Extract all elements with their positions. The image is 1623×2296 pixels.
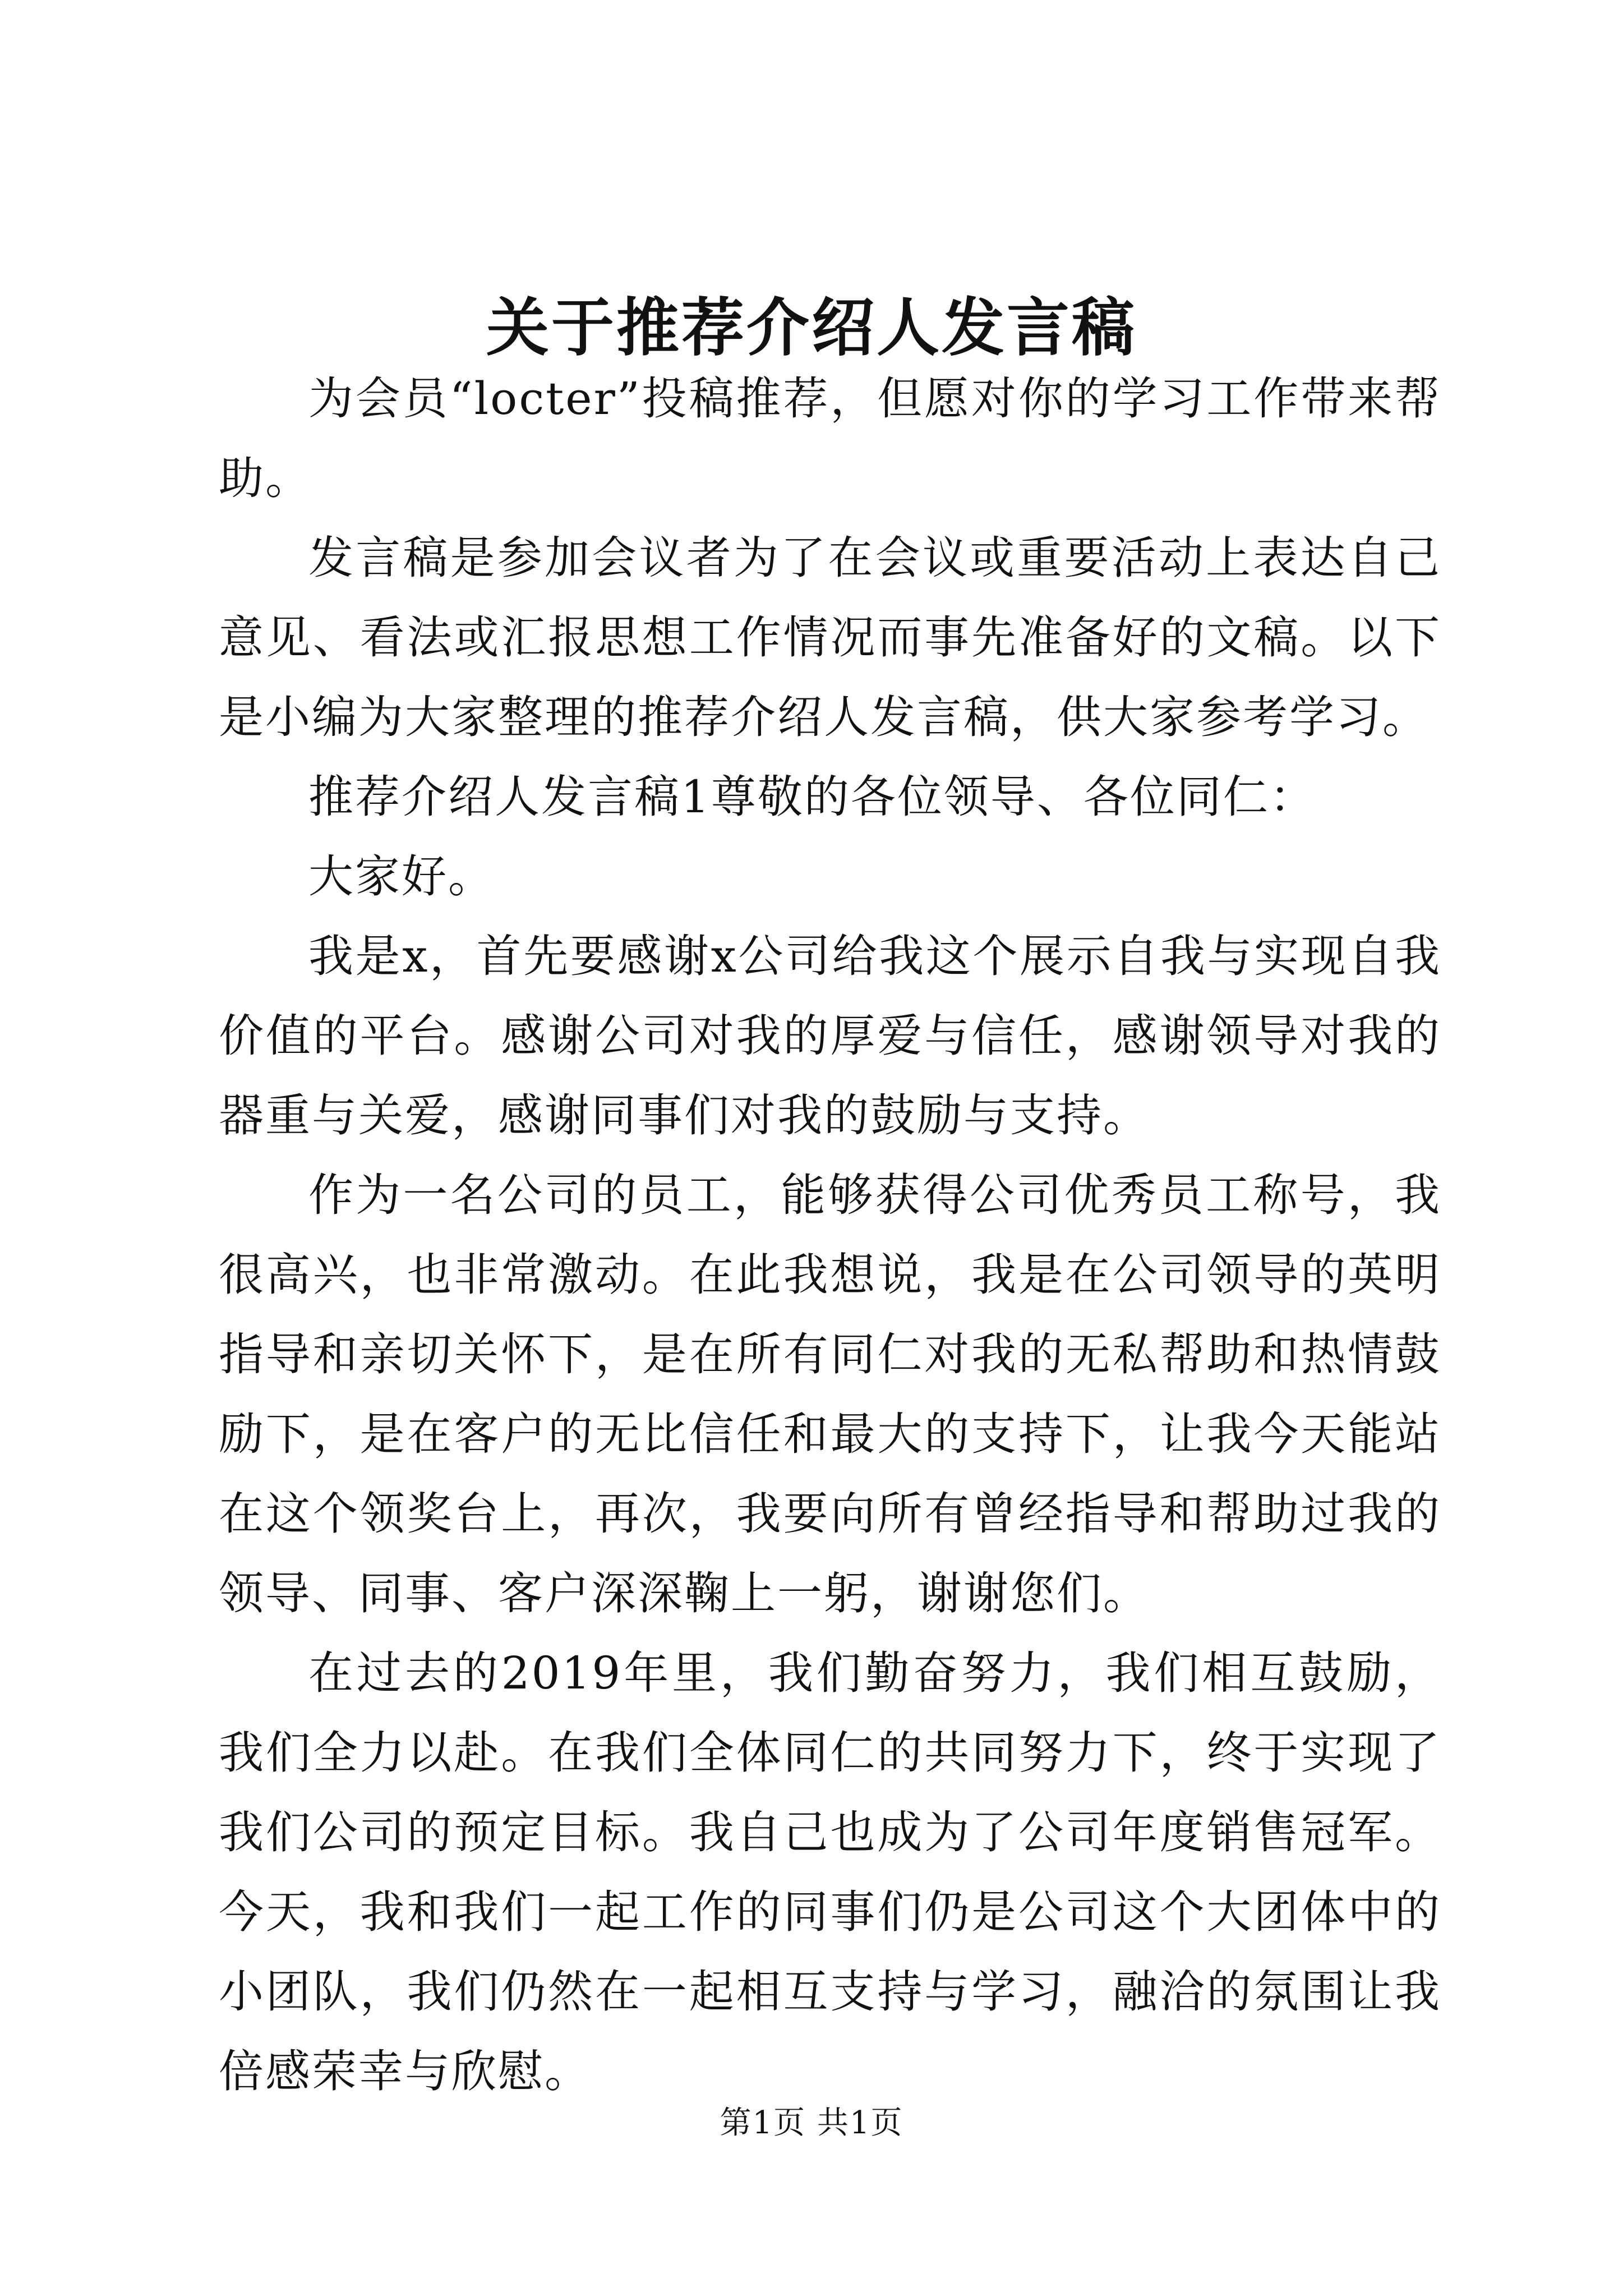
page-footer: 第1页 共1页 xyxy=(720,2105,903,2141)
paragraph-award: 作为一名公司的员工，能够获得公司优秀员工称号，我很高兴，也非常激动。在此我想说，我是在公司领导的英明指导和亲切关怀下，是在所有同仁对我的无私帮助和热情鼓励下，是在客户的无比信任和最大的支持下，让我今天能站在这个领奖台上，再次，我要向所有曾经指导和帮助过我的领导、同事、客户深深鞠上一躬，谢谢您们。 xyxy=(219,1169,1441,1619)
paragraph-speech-heading: 推荐介绍人发言稿1尊敬的各位领导、各位同仁： xyxy=(308,771,1316,823)
paragraph-intro: 为会员“locter”投稿推荐，但愿对你的学习工作带来帮助。 xyxy=(219,372,1441,504)
paragraph-thanks: 我是x，首先要感谢x公司给我这个展示自我与实现自我价值的平台。感谢公司对我的厚爱与信任，感谢领导对我的器重与关爱，感谢同事们对我的鼓励与支持。 xyxy=(219,930,1441,1142)
paragraph-greeting: 大家好。 xyxy=(308,850,495,903)
document-body xyxy=(219,359,1441,2111)
document-title: 关于推荐介绍人发言稿 xyxy=(486,291,1137,365)
paragraph-definition: 发言稿是参加会议者为了在会议或重要活动上表达自己意见、看法或汇报思想工作情况而事先准备好的文稿。以下是小编为大家整理的推荐介绍人发言稿，供大家参考学习。 xyxy=(219,532,1441,743)
paragraph-year-review: 在过去的2019年里，我们勤奋努力，我们相互鼓励，我们全力以赴。在我们全体同仁的共同努力下，终于实现了我们公司的预定目标。我自己也成为了公司年度销售冠军。今天，我和我们一起工作的同事们仍是公司这个大团体中的小团队，我们仍然在一起相互支持与学习，融洽的氛围让我倍感荣幸与欣慰。 xyxy=(219,1647,1441,2097)
